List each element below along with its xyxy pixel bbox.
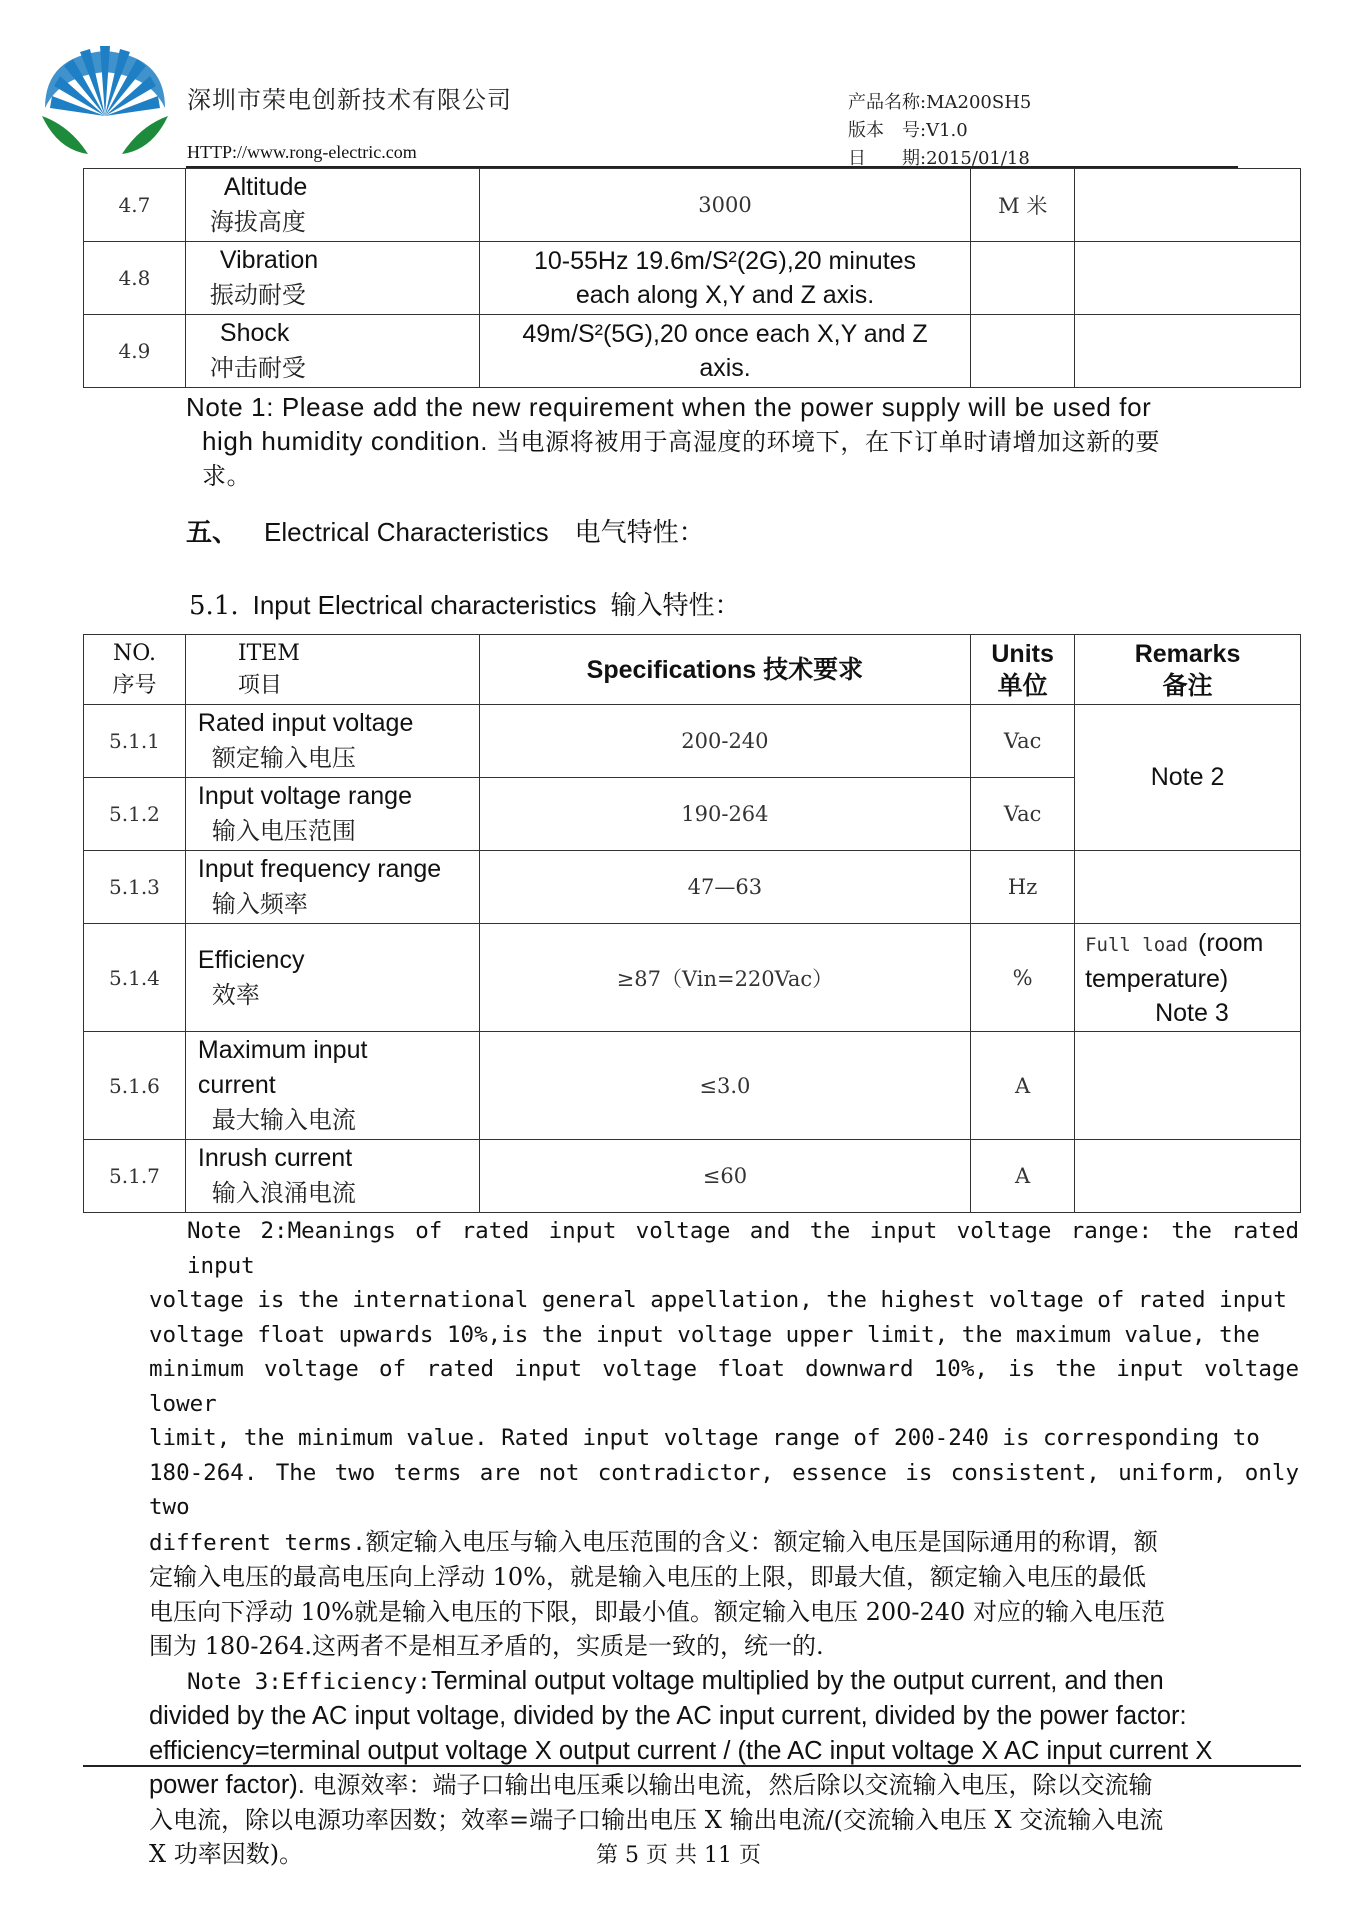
- remark-cell: [1075, 169, 1301, 242]
- item-cn: 冲击耐受: [209, 354, 306, 382]
- spec-line: 10-55Hz 19.6m/S²(2G),20 minutes: [533, 247, 917, 275]
- item-cell: [185, 1140, 479, 1213]
- item-cell: [185, 169, 479, 242]
- remark-line: [1085, 926, 1300, 962]
- unit-cell: Hz: [971, 851, 1075, 924]
- sun-rays-icon: [45, 46, 165, 116]
- row-number: 5.1.3: [84, 851, 186, 924]
- header-units-en: Units: [991, 639, 1054, 668]
- item-en: Input frequency range: [197, 855, 442, 883]
- note-3-en: power factor).: [149, 1771, 305, 1799]
- note-2-cn: 额定输入电压与输入电压范围的含义：额定输入电压是国际通用的称谓，额: [365, 1527, 1158, 1556]
- footer-divider: [83, 1765, 1301, 1767]
- table-header-row: [84, 635, 1301, 705]
- remark-cell: [1075, 1140, 1301, 1213]
- remark-mono: Full load: [1085, 933, 1189, 956]
- unit-cell: %: [971, 924, 1075, 1032]
- leaf-icon: [42, 116, 168, 154]
- spec-line: 49m/S²(5G),20 once each X,Y and Z: [522, 320, 928, 348]
- row-number: 4.7: [84, 169, 186, 242]
- notes-block: [149, 1214, 1299, 1872]
- remark-text: (room: [1198, 928, 1264, 957]
- remark-cell: [1075, 242, 1301, 315]
- version: [848, 116, 968, 142]
- spec-cell: [479, 315, 971, 388]
- remark-line: Note 3: [1155, 998, 1229, 1027]
- note-2-line: Note 2:Meanings of rated input voltage and the input voltage range: the rated input: [187, 1218, 1299, 1279]
- remark-cell: [1075, 315, 1301, 388]
- note-3-line: 入电流，除以电源功率因数；效率=端子口输出电压 X 输出电流/(交流输入电压 X 交流输入电流: [149, 1805, 1164, 1834]
- item-cn: 效率: [211, 980, 260, 1009]
- table-row: [84, 924, 1301, 1032]
- note-2-line: limit, the minimum value. Rated input voltage range of 200-240 is corresponding to: [149, 1425, 1260, 1451]
- table-row: [84, 169, 1301, 242]
- spec-line: axis.: [699, 354, 751, 382]
- header-remarks-cn: 备注: [1162, 671, 1213, 700]
- note-3-line: X 功率因数)。: [149, 1840, 304, 1868]
- item-cell: [185, 1032, 479, 1140]
- note-1: [186, 390, 1246, 493]
- spec-cell: 47—63: [479, 851, 971, 924]
- spec-cell: 200-240: [479, 705, 971, 778]
- subsection-number: 5.1.: [189, 591, 239, 621]
- note-2-line: voltage is the international general appellation, the highest voltage of rated input: [149, 1287, 1287, 1313]
- header-item-cn: 项目: [237, 672, 282, 698]
- row-number: 5.1.4: [84, 924, 186, 1032]
- remark-cell: [1075, 851, 1301, 924]
- item-en: Inrush current: [197, 1144, 353, 1172]
- item-en: Rated input voltage: [197, 709, 414, 737]
- note-1-line: Note 1: Please add the new requirement when the power supply will be used for: [186, 392, 1152, 422]
- company-name: 深圳市荣电创新技术有限公司: [187, 86, 512, 114]
- unit-cell: A: [971, 1032, 1075, 1140]
- page-number: 第 5 页 共 11 页: [596, 1843, 761, 1868]
- environment-table: [83, 168, 1301, 388]
- header-item: [185, 635, 479, 705]
- item-cell: [185, 315, 479, 388]
- row-number: 5.1.2: [84, 778, 186, 851]
- note-3-line: [149, 1664, 1299, 1700]
- item-en: Maximum input: [197, 1036, 368, 1064]
- row-number: 5.1.7: [84, 1140, 186, 1213]
- note-3-text: Terminal output voltage multiplied by the output current, and then: [430, 1666, 1164, 1695]
- unit-cell: M 米: [971, 169, 1075, 242]
- note-2-line: 围为 180-264.这两者不是相互矛盾的，实质是一致的，统一的.: [149, 1632, 824, 1660]
- item-cell: [185, 778, 479, 851]
- row-number: 5.1.6: [84, 1032, 186, 1140]
- note-2-line: 180-264. The two terms are not contradictor, essence is consistent, uniform, only two: [149, 1459, 1299, 1520]
- row-number: 4.8: [84, 242, 186, 315]
- header-spec: Specifications 技术要求: [479, 635, 971, 705]
- spec-line: each along X,Y and Z axis.: [575, 281, 875, 309]
- note-1-cn: 当电源将被用于高湿度的环境下，在下订单时请增加这新的要: [495, 428, 1161, 456]
- spec-cell: 3000: [479, 169, 971, 242]
- unit-cell: [971, 315, 1075, 388]
- spec-cell: ≥87（Vin=220Vac）: [479, 924, 971, 1032]
- item-cn: 海拔高度: [209, 208, 306, 236]
- company-url: HTTP://www.rong-electric.com: [187, 142, 417, 162]
- note-2-line: [149, 1525, 1299, 1561]
- product-label: 产品名称:: [848, 92, 927, 113]
- remark-cell: Note 2: [1075, 705, 1301, 851]
- note-2-line: 定输入电压的最高电压向上浮动 10%，就是输入电压的上限，即最大值，额定输入电压的最低: [149, 1563, 1146, 1591]
- item-cn: 输入浪涌电流: [211, 1179, 356, 1207]
- note-2-line: minimum voltage of rated input voltage float downward 10%, is the input voltage lower: [149, 1356, 1299, 1417]
- item-cn: 额定输入电压: [211, 744, 356, 772]
- header-units-cn: 单位: [997, 671, 1048, 700]
- version-value: V1.0: [926, 120, 968, 141]
- item-cn: 最大输入电流: [211, 1106, 356, 1134]
- item-en: current: [197, 1071, 276, 1099]
- item-cell: [185, 851, 479, 924]
- header-no-cn: 序号: [112, 672, 157, 698]
- unit-cell: [971, 242, 1075, 315]
- note-1-line: 求。: [202, 462, 252, 490]
- date-label: 日 期:: [848, 148, 927, 169]
- note-2-line: 电压向下浮动 10%就是输入电压的下限，即最小值。额定输入电压 200-240 对应的输入电压范: [149, 1597, 1165, 1626]
- item-en: Altitude: [223, 173, 308, 201]
- spec-cell: ≤3.0: [479, 1032, 971, 1140]
- spec-cell: 190-264: [479, 778, 971, 851]
- note-2-line: voltage float upwards 10%,is the input voltage upper limit, the maximum value, the: [149, 1321, 1260, 1348]
- header-item-en: ITEM: [237, 640, 300, 666]
- section-title-cn: 电气特性：: [574, 518, 705, 548]
- table-row: [84, 851, 1301, 924]
- item-cell: [185, 705, 479, 778]
- item-cn: 输入频率: [211, 890, 308, 918]
- note-1-line: [186, 424, 1246, 459]
- table-row: [84, 705, 1301, 778]
- note-3-cn: 电源效率：端子口输出电压乘以输出电流，然后除以交流输入电压，除以交流输: [312, 1771, 1153, 1799]
- row-number: 5.1.1: [84, 705, 186, 778]
- remark-cell: [1075, 924, 1301, 1032]
- section-heading: [186, 512, 705, 549]
- section-number: 五、: [186, 518, 239, 548]
- product-name: [848, 88, 1031, 114]
- unit-cell: Vac: [971, 705, 1075, 778]
- section-title-en: Electrical Characteristics: [264, 517, 549, 547]
- item-en: Efficiency: [197, 945, 305, 974]
- note-1-en: high humidity condition.: [202, 426, 489, 456]
- company-logo: [40, 46, 170, 166]
- version-label: 版本 号:: [848, 120, 927, 141]
- header-no-en: NO.: [112, 640, 156, 666]
- note-3-line: [149, 1768, 1299, 1803]
- header-no: [84, 635, 186, 705]
- row-number: 4.9: [84, 315, 186, 388]
- header-remarks-en: Remarks: [1134, 639, 1241, 668]
- subsection-heading: [189, 585, 741, 622]
- unit-cell: Vac: [971, 778, 1075, 851]
- item-en: Shock: [219, 319, 290, 347]
- date-value: 2015/01/18: [926, 148, 1030, 169]
- unit-cell: A: [971, 1140, 1075, 1213]
- input-characteristics-table: [83, 634, 1301, 1213]
- header-remarks: [1075, 635, 1301, 705]
- item-en: Vibration: [219, 246, 319, 274]
- spec-cell: ≤60: [479, 1140, 971, 1213]
- subsection-title-cn: 输入特性：: [610, 591, 741, 621]
- item-cn: 振动耐受: [209, 281, 306, 309]
- item-en: Input voltage range: [197, 782, 412, 810]
- remark-cell: [1075, 1032, 1301, 1140]
- note-3-line: efficiency=terminal output voltage X output current / (the AC input voltage X AC input current X: [149, 1736, 1213, 1765]
- table-row: [84, 1140, 1301, 1213]
- remark-line: temperature): [1085, 964, 1229, 993]
- table-row: [84, 242, 1301, 315]
- table-row: [84, 1032, 1301, 1140]
- note-2-mono: different terms.: [149, 1529, 366, 1556]
- table-row: [84, 315, 1301, 388]
- note-3-lead: Note 3:Efficiency:: [187, 1668, 431, 1695]
- item-cn: 输入电压范围: [211, 817, 356, 845]
- note-3-line: divided by the AC input voltage, divided by the AC input current, divided by the power factor:: [149, 1702, 1187, 1730]
- item-cell: [185, 242, 479, 315]
- spec-cell: [479, 242, 971, 315]
- subsection-title-en: Input Electrical characteristics: [252, 590, 597, 620]
- item-cell: [185, 924, 479, 1032]
- header-units: [971, 635, 1075, 705]
- product-value: MA200SH5: [926, 92, 1032, 113]
